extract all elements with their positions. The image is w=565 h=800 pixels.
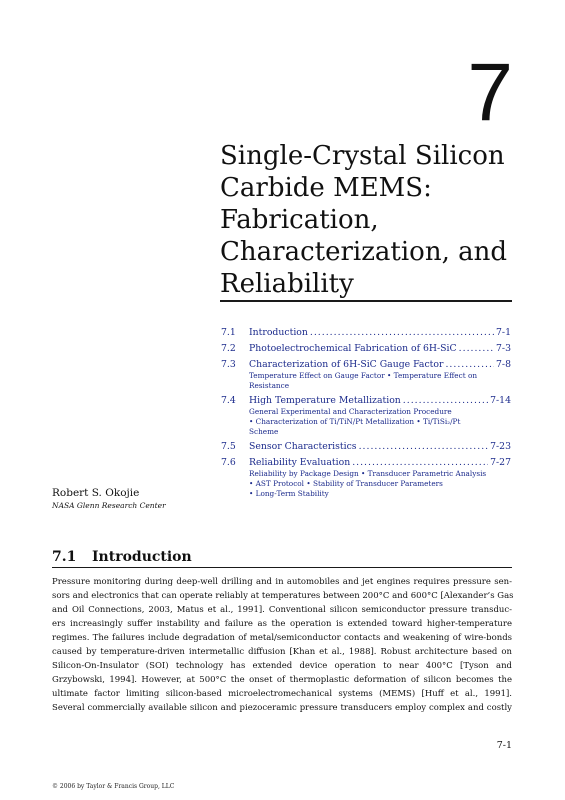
toc-subsection-line[interactable]: Temperature Effect on Gauge Factor • Temperature Effect on xyxy=(249,371,478,380)
toc-entry[interactable] xyxy=(221,359,511,391)
author-name: Robert S. Okojie xyxy=(52,487,140,499)
page-number: 7-1 xyxy=(496,740,512,751)
toc-leader-dots xyxy=(459,343,494,355)
toc-subsection-line[interactable]: Resistance xyxy=(249,381,290,390)
toc-page-number: 7-23 xyxy=(490,441,511,452)
author-affiliation: NASA Glenn Research Center xyxy=(52,501,166,510)
toc-leader-dots xyxy=(403,395,488,407)
toc-number: 7.1 xyxy=(221,327,236,338)
chapter-title xyxy=(220,140,520,300)
toc-page-number: 7-14 xyxy=(490,395,511,406)
chapter-title-line: Fabrication, xyxy=(220,205,379,235)
body-line: caused by temperature-driven intermetallic diffusion [Khan et al., 1988]. Robust architecture based on xyxy=(52,647,512,658)
body-paragraph xyxy=(52,575,512,715)
toc-leader-dots xyxy=(310,327,494,339)
section-title: Introduction xyxy=(92,549,192,565)
toc-title[interactable]: Photoelectrochemical Fabrication of 6H-SiC xyxy=(249,343,457,354)
chapter-number: 7 xyxy=(467,47,513,138)
toc-number: 7.2 xyxy=(221,343,236,354)
toc-page-number: 7-8 xyxy=(496,359,511,370)
section-heading xyxy=(52,548,512,566)
toc-leader-dots xyxy=(359,441,489,453)
toc-subsections xyxy=(249,407,511,437)
toc-subsections xyxy=(249,469,511,499)
body-line: Pressure monitoring during deep-well drilling and in automobiles and jet engines requires pressure sen- xyxy=(52,577,512,587)
chapter-title-line: Characterization, and xyxy=(220,237,507,267)
toc-page-number: 7-1 xyxy=(496,327,511,338)
section-divider xyxy=(52,567,512,568)
toc-title[interactable]: High Temperature Metallization xyxy=(249,395,401,406)
toc-subsection-line[interactable]: Scheme xyxy=(249,427,279,436)
toc-number: 7.4 xyxy=(221,395,236,406)
toc-page-number: 7-27 xyxy=(490,457,511,468)
toc-subsection-line[interactable]: Reliability by Package Design • Transducer Parametric Analysis xyxy=(249,469,487,478)
chapter-title-line: Single-Crystal Silicon xyxy=(220,141,505,171)
body-line: ers increasingly suffer instability and failure as the operation is extended toward higher-temperature xyxy=(52,619,512,630)
toc-entry[interactable] xyxy=(221,395,511,437)
toc-page-number: 7-3 xyxy=(496,343,511,354)
toc-entry[interactable] xyxy=(221,327,511,339)
title-divider xyxy=(220,300,512,302)
toc-subsections xyxy=(249,371,511,391)
toc-subsection-line[interactable]: • Long-Term Stability xyxy=(249,489,329,498)
toc-entry[interactable] xyxy=(221,343,511,355)
copyright-notice: © 2006 by Taylor & Francis Group, LLC xyxy=(52,783,175,790)
body-line: and Oil Connections, 2003, Matus et al., 1991]. Conventional silicon semiconductor pressure transduc- xyxy=(52,605,512,616)
toc-entry[interactable] xyxy=(221,457,511,499)
toc-title[interactable]: Characterization of 6H-SiC Gauge Factor xyxy=(249,359,444,370)
body-line: Grzybowski, 1994]. However, at 500°C the onset of thermoplastic deformation of silicon becomes the xyxy=(52,675,512,686)
toc-number: 7.3 xyxy=(221,359,236,370)
body-line: sors and electronics that can operate reliably at temperatures between 200°C and 600°C [Alexander’s Gas xyxy=(52,591,514,602)
chapter-title-line: Reliability xyxy=(220,269,354,299)
toc-title[interactable]: Sensor Characteristics xyxy=(249,441,357,452)
table-of-contents xyxy=(221,327,511,503)
toc-number: 7.5 xyxy=(221,441,236,452)
toc-leader-dots xyxy=(352,457,488,469)
chapter-title-line: Carbide MEMS: xyxy=(220,173,432,203)
body-line: regimes. The failures include degradation of metal/semiconductor contacts and weakening of wire-bonds xyxy=(52,633,512,644)
toc-entry[interactable] xyxy=(221,441,511,453)
toc-subsection-line[interactable]: • Characterization of Ti/TiN/Pt Metallization • Ti/TiSi₂/Pt xyxy=(249,417,461,426)
toc-subsection-line[interactable]: General Experimental and Characterization Procedure xyxy=(249,407,452,416)
body-line: Silicon-On-Insulator (SOI) technology has extended device operation to near 400°C [Tyson and xyxy=(52,661,512,672)
section-number: 7.1 xyxy=(52,549,77,565)
toc-title[interactable]: Reliability Evaluation xyxy=(249,457,351,468)
body-line: Several commercially available silicon and piezoceramic pressure transducers employ complex and costly xyxy=(52,703,512,714)
toc-subsection-line[interactable]: • AST Protocol • Stability of Transducer Parameters xyxy=(249,479,443,488)
toc-title[interactable]: Introduction xyxy=(249,327,308,338)
toc-leader-dots xyxy=(445,359,494,371)
toc-number: 7.6 xyxy=(221,457,236,468)
author-block xyxy=(52,487,166,511)
body-line: ultimate factor limiting silicon-based microelectromechanical systems (MEMS) [Huff et al., 1991]. xyxy=(52,689,512,700)
